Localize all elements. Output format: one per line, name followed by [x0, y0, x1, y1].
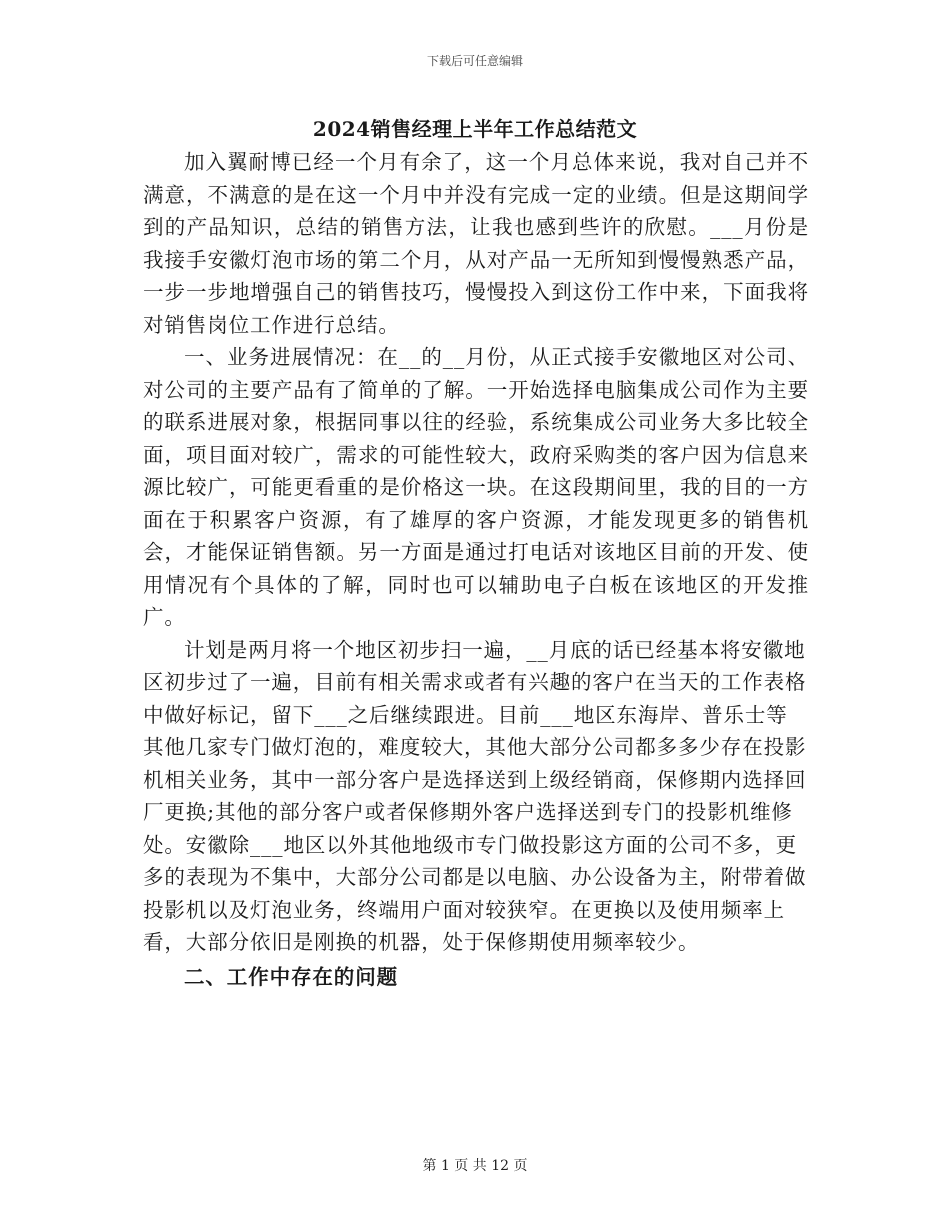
paragraph-plan: 计划是两月将一个地区初步扫一遍，__月底的话已经基本将安徽地区初步过了一遍，目前有相关需求或者有兴趣的客户在当天的工作表格中做好标记，留下___之后继续跟进。目前___地区东海岸、普乐士等其他几家专门做灯泡的，难度较大，其他大部分公司都多多少存在投影机相关业务，其中一部分客户是选择送到上级经销商，保修期内选择回厂更换;其他的部分客户或者保修期外客户选择送到专门的投影机维修处。安徽除___地区以外其他地级市专门做投影这方面的公司不多，更多的表现为不集中，大部分公司都是以电脑、办公设备为主，附带着做投影机以及灯泡业务，终端用户面对较狭窄。在更换以及使用频率上看，大部分依旧是刚换的机器，处于保修期使用频率较少。 [143, 637, 807, 954]
paragraph-business-progress: 一、业务进展情况：在__的__月份，从正式接手安徽地区对公司、对公司的主要产品有了简单的了解。一开始选择电脑集成公司作为主要的联系进展对象，根据同事以往的经验，系统集成公司业务大多比较全面，项目面对较广，需求的可能性较大，政府采购类的客户因为信息来源比较广，可能更看重的是价格这一块。在这段期间里，我的目的一方面在于积累客户资源，有了雄厚的客户资源，才能发现更多的销售机会，才能保证销售额。另一方面是通过打电话对该地区目前的开发、使用情况有个具体的了解，同时也可以辅助电子白板在该地区的开发推广。 [143, 345, 809, 629]
page-footer: 第 1 页 共 12 页 [422, 1158, 528, 1174]
section-heading-problems: 二、工作中存在的问题 [184, 964, 398, 989]
header-note: 下载后可任意编辑 [426, 54, 523, 68]
paragraph-intro: 加入翼耐博已经一个月有余了，这一个月总体来说，我对自己并不满意，不满意的是在这一个月中并没有完成一定的业绩。但是这期间学到的产品知识，总结的销售方法，让我也感到些许的欣慰。___月份是我接手安徽灯泡市场的第二个月，从对产品一无所知到慢慢熟悉产品，一步一步地增强自己的销售技巧，慢慢投入到这份工作中来，下面我将对销售岗位工作进行总结。 [143, 150, 809, 337]
document-title: 2024销售经理上半年工作总结范文 [312, 117, 638, 141]
document-body [143, 146, 809, 993]
